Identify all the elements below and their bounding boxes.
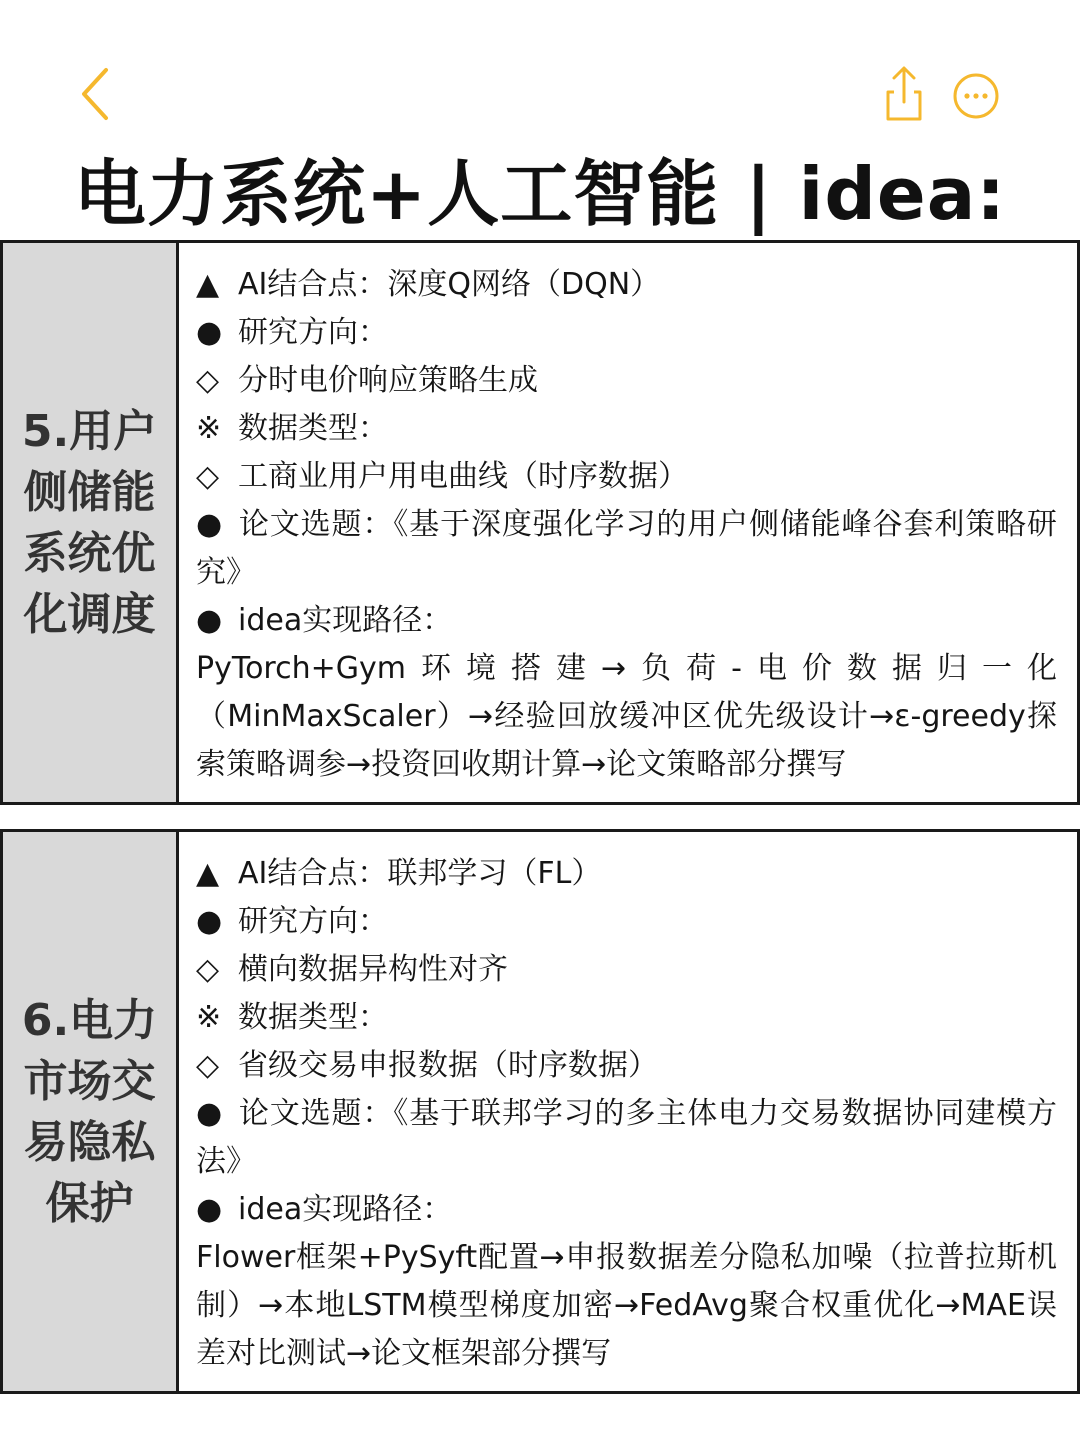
data-type-line (196, 453, 1057, 501)
share-icon (880, 64, 928, 124)
dot-bullet-icon: ● (196, 904, 223, 939)
triangle-bullet-icon: ▲ (196, 856, 220, 891)
dot-bullet-icon: ● (196, 603, 223, 638)
topic-text: 论文选题：《基于联邦学习的多主体电力交易数据协同建模方法》 (196, 1096, 1057, 1179)
path-text: Flower框架+PySyft配置→申报数据差分隐私加噪（拉普拉斯机制）→本地LSTM模型梯度加密→FedAvg聚合权重优化→MAE误差对比测试→论文框架部分撰写 (196, 1240, 1057, 1371)
card-side-panel (3, 832, 179, 1391)
data-type-label: 数据类型： (238, 1000, 388, 1035)
card-topic-label: 5.用户侧储能系统优化调度 (21, 405, 158, 640)
page-title: 电力系统+人工智能 | idea: (73, 152, 1007, 236)
chevron-left-icon (72, 62, 128, 126)
ai-point-text: AI结合点：联邦学习（FL） (238, 856, 602, 891)
card-content (179, 243, 1077, 802)
direction-text: 分时电价响应策略生成 (238, 363, 538, 398)
card-content (179, 832, 1077, 1391)
triangle-bullet-icon: ▲ (196, 267, 220, 302)
direction-text: 横向数据异构性对齐 (238, 952, 508, 987)
more-options-button[interactable] (952, 72, 1000, 120)
idea-card-5 (0, 240, 1080, 805)
path-label: idea实现路径： (238, 603, 453, 638)
path-label-line (196, 1186, 1057, 1234)
ai-point-text: AI结合点：深度Q网络（DQN） (238, 267, 661, 302)
ai-point-line (196, 261, 1057, 309)
path-text: PyTorch+Gym环境搭建→负荷-电价数据归一化（MinMaxScaler）→经验回放缓冲区优先级设计→ε-greedy探索策略调参→投资回收期计算→论文策略部分撰写 (196, 651, 1057, 782)
dot-bullet-icon: ● (196, 507, 223, 542)
data-type-text: 工商业用户用电曲线（时序数据） (238, 459, 688, 494)
direction-line (196, 357, 1057, 405)
direction-line (196, 946, 1057, 994)
path-label: idea实现路径： (238, 1192, 453, 1227)
share-button[interactable] (880, 64, 928, 124)
back-button[interactable] (72, 62, 128, 126)
dot-bullet-icon: ● (196, 1096, 223, 1131)
reference-mark-icon: ※ (196, 411, 222, 446)
data-type-label-line (196, 405, 1057, 453)
card-side-panel (3, 243, 179, 802)
path-label-line (196, 597, 1057, 645)
card-topic-label: 6.电力市场交易隐私保护 (21, 994, 158, 1229)
direction-label: 研究方向： (238, 315, 388, 350)
topic-line (196, 501, 1057, 597)
top-navigation-bar (0, 0, 1080, 140)
topic-line (196, 1090, 1057, 1186)
reference-mark-icon: ※ (196, 1000, 222, 1035)
diamond-bullet-icon: ◇ (196, 952, 220, 987)
direction-label: 研究方向： (238, 904, 388, 939)
diamond-bullet-icon: ◇ (196, 363, 220, 398)
data-type-label-line (196, 994, 1057, 1042)
dot-bullet-icon: ● (196, 315, 223, 350)
direction-label-line (196, 309, 1057, 357)
topic-text: 论文选题：《基于深度强化学习的用户侧储能峰谷套利策略研究》 (196, 507, 1057, 590)
idea-card-6 (0, 829, 1080, 1394)
direction-label-line (196, 898, 1057, 946)
dot-bullet-icon: ● (196, 1192, 223, 1227)
ai-point-line (196, 850, 1057, 898)
data-type-text: 省级交易申报数据（时序数据） (238, 1048, 658, 1083)
data-type-line (196, 1042, 1057, 1090)
diamond-bullet-icon: ◇ (196, 459, 220, 494)
more-icon (952, 72, 1000, 120)
data-type-label: 数据类型： (238, 411, 388, 446)
diamond-bullet-icon: ◇ (196, 1048, 220, 1083)
